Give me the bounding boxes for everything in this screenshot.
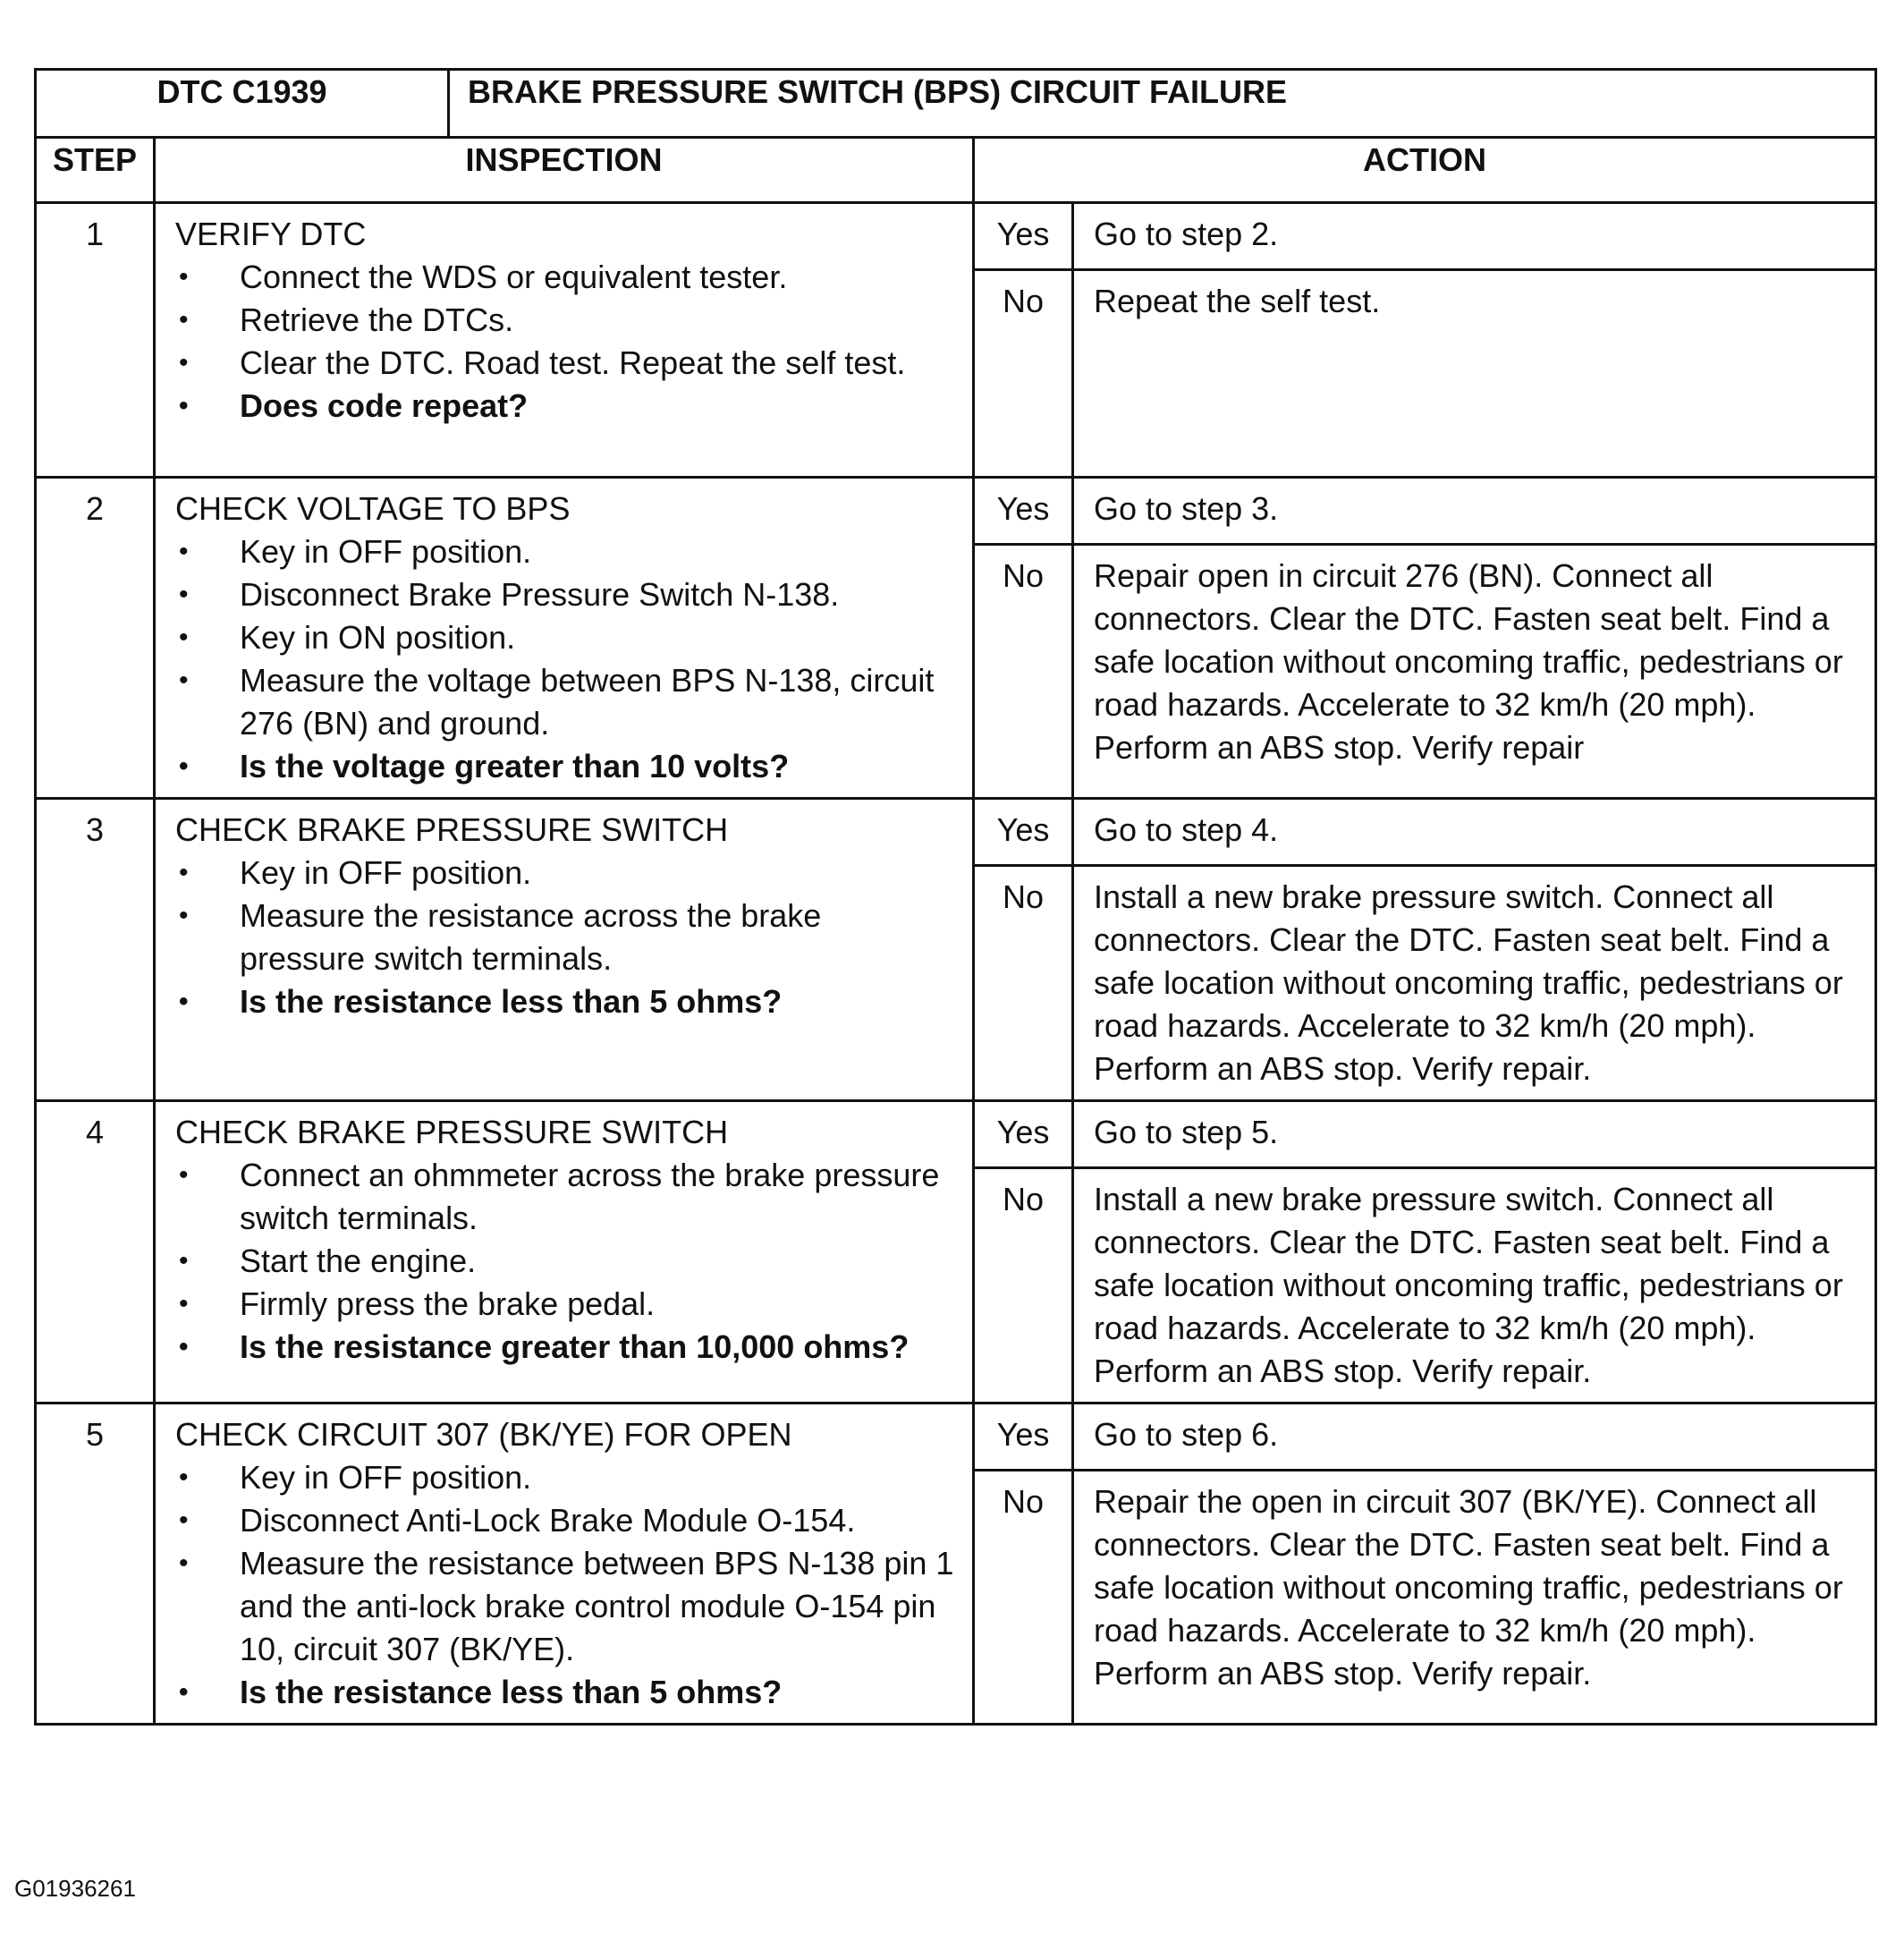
step-title: VERIFY DTC (175, 216, 367, 252)
step-row (36, 203, 1876, 270)
col-inspection-header: INSPECTION (155, 138, 974, 203)
yes-action: Go to step 3. (1073, 478, 1876, 545)
step-row (36, 1101, 1876, 1168)
yes-action: Go to step 5. (1073, 1101, 1876, 1168)
step-inspection (155, 1101, 974, 1404)
step-row (36, 799, 1876, 866)
no-label: No (974, 545, 1073, 799)
step-number: 2 (36, 478, 155, 799)
no-action: Repair open in circuit 276 (BN). Connect all connectors. Clear the DTC. Fasten seat belt. Find a safe location without oncoming traffic, pedestrians or road hazards. Accelerate to 32 km/h (20 mph). Perform an ABS stop. Verify repair (1073, 545, 1876, 799)
figure-id: G01936261 (14, 1875, 136, 1902)
yes-label: Yes (974, 203, 1073, 270)
step-bullets (175, 530, 954, 788)
step-row (36, 478, 1876, 545)
yes-label: Yes (974, 1404, 1073, 1471)
no-action: Install a new brake pressure switch. Connect all connectors. Clear the DTC. Fasten seat belt. Find a safe location without oncoming traffic, pedestrians or road hazards. Accelerate to 32 km/h (20 mph). Perform an ABS stop. Verify repair. (1073, 1168, 1876, 1404)
bullet-item: • Firmly press the brake pedal. (175, 1283, 954, 1326)
bullet-item: • Clear the DTC. Road test. Repeat the self test. (175, 342, 954, 385)
step-bullets (175, 1154, 954, 1369)
yes-label: Yes (974, 1101, 1073, 1168)
no-label: No (974, 1471, 1073, 1725)
step-number: 4 (36, 1101, 155, 1404)
step-number: 1 (36, 203, 155, 478)
step-title: CHECK BRAKE PRESSURE SWITCH (175, 1114, 729, 1150)
bullet-item: • Key in ON position. (175, 616, 954, 659)
yes-action: Go to step 4. (1073, 799, 1876, 866)
bullet-item: • Measure the resistance between BPS N-138 pin 1 and the anti-lock brake control module O-154 pin 10, circuit 307 (BK/YE). (175, 1542, 954, 1671)
bullet-question: • Is the resistance greater than 10,000 ohms? (175, 1326, 954, 1369)
step-title: CHECK BRAKE PRESSURE SWITCH (175, 811, 729, 848)
yes-label: Yes (974, 478, 1073, 545)
bullet-item: • Connect an ohmmeter across the brake pressure switch terminals. (175, 1154, 954, 1240)
bullet-question: • Is the voltage greater than 10 volts? (175, 745, 954, 788)
no-action: Repeat the self test. (1073, 270, 1876, 478)
no-action: Install a new brake pressure switch. Connect all connectors. Clear the DTC. Fasten seat belt. Find a safe location without oncoming traffic, pedestrians or road hazards. Accelerate to 32 km/h (20 mph). Perform an ABS stop. Verify repair. (1073, 866, 1876, 1101)
dtc-code: DTC C1939 (36, 70, 449, 138)
bullet-item: • Disconnect Anti-Lock Brake Module O-154. (175, 1499, 954, 1542)
step-bullets (175, 1456, 954, 1714)
bullet-item: • Key in OFF position. (175, 852, 954, 895)
dtc-title: BRAKE PRESSURE SWITCH (BPS) CIRCUIT FAILURE (449, 70, 1876, 138)
step-title: CHECK CIRCUIT 307 (BK/YE) FOR OPEN (175, 1416, 792, 1453)
bullet-item: • Start the engine. (175, 1240, 954, 1283)
step-number: 5 (36, 1404, 155, 1725)
bullet-item: • Measure the resistance across the brake pressure switch terminals. (175, 895, 954, 980)
dtc-table (34, 68, 1877, 1726)
step-number: 3 (36, 799, 155, 1101)
bullet-item: • Key in OFF position. (175, 1456, 954, 1499)
bullet-item: • Disconnect Brake Pressure Switch N-138. (175, 573, 954, 616)
bullet-question: • Does code repeat? (175, 385, 954, 428)
step-inspection (155, 203, 974, 478)
step-bullets (175, 852, 954, 1023)
step-bullets (175, 256, 954, 428)
bullet-question: • Is the resistance less than 5 ohms? (175, 980, 954, 1023)
col-action-header: ACTION (974, 138, 1876, 203)
yes-label: Yes (974, 799, 1073, 866)
step-title: CHECK VOLTAGE TO BPS (175, 490, 571, 527)
column-header-row (36, 138, 1876, 203)
step-inspection (155, 478, 974, 799)
bullet-question: • Is the resistance less than 5 ohms? (175, 1671, 954, 1714)
no-label: No (974, 1168, 1073, 1404)
step-inspection (155, 1404, 974, 1725)
no-label: No (974, 270, 1073, 478)
step-inspection (155, 799, 974, 1101)
yes-action: Go to step 6. (1073, 1404, 1876, 1471)
col-step-header: STEP (36, 138, 155, 203)
yes-action: Go to step 2. (1073, 203, 1876, 270)
bullet-item: • Measure the voltage between BPS N-138, circuit 276 (BN) and ground. (175, 659, 954, 745)
no-label: No (974, 866, 1073, 1101)
bullet-item: • Key in OFF position. (175, 530, 954, 573)
step-row (36, 1404, 1876, 1471)
title-row (36, 70, 1876, 138)
bullet-item: • Connect the WDS or equivalent tester. (175, 256, 954, 299)
bullet-item: • Retrieve the DTCs. (175, 299, 954, 342)
no-action: Repair the open in circuit 307 (BK/YE). Connect all connectors. Clear the DTC. Fasten seat belt. Find a safe location without oncoming traffic, pedestrians or road hazards. Accelerate to 32 km/h (20 mph). Perform an ABS stop. Verify repair. (1073, 1471, 1876, 1725)
